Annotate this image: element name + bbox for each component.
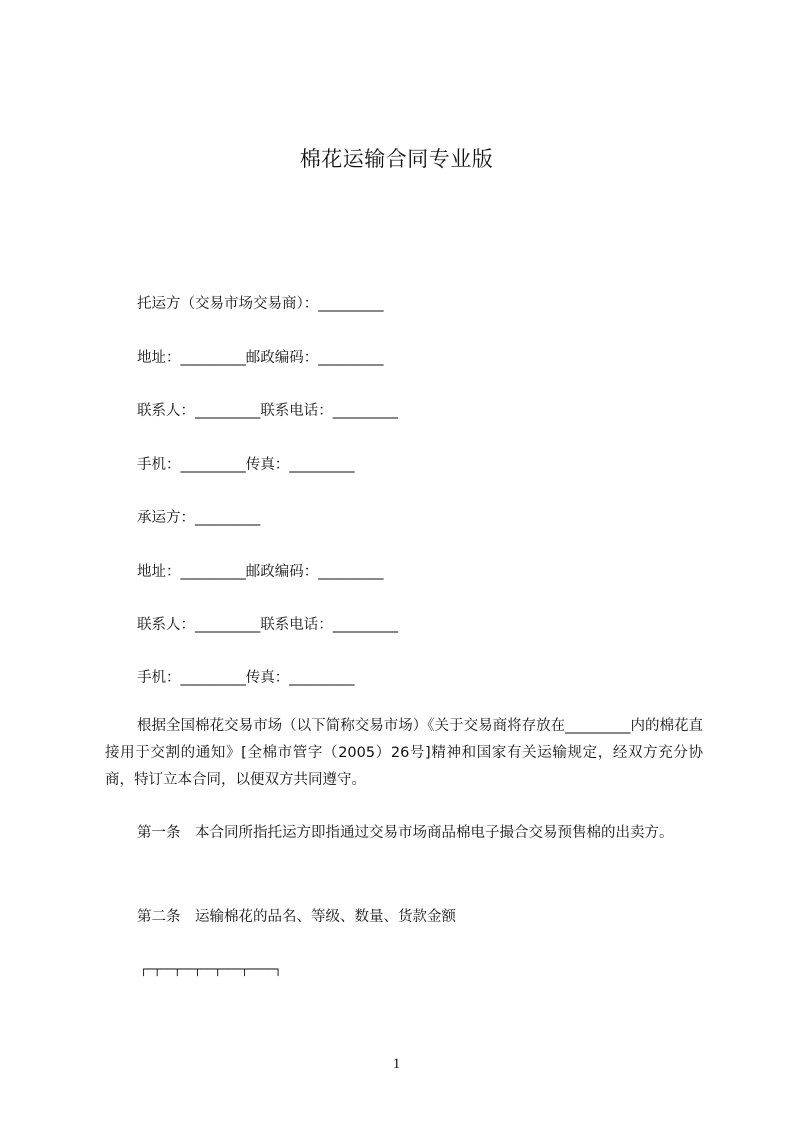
shipper-contact-line: 联系人：_________联系电话：_________ [137, 403, 398, 419]
carrier-mobile-line: 手机：_________传真：_________ [137, 670, 355, 686]
carrier-contact-line: 联系人：_________联系电话：_________ [137, 617, 398, 633]
shipper-line: 托运方（交易市场交易商）：_________ [137, 296, 384, 312]
shipper-address-line: 地址：_________邮政编码：_________ [137, 350, 384, 366]
preamble-paragraph: 根据全国棉花交易市场（以下简称交易市场）《关于交易商将存放在_________内的棉花直接用于交割的通知》[全棉市管字（2005）26号]精神和国家有关运输规定，经双方充分协商，特订立本合同，以便双方共同遵守。 [105, 718, 703, 788]
shipper-mobile-line: 手机：_________传真：_________ [137, 457, 355, 473]
article-2-heading: 第二条 运输棉花的品名、等级、数量、货款金额 [137, 909, 456, 925]
article-1-paragraph: 第一条 本合同所指托运方即指通过交易市场商品棉电子撮合交易预售棉的出卖方。 [137, 825, 674, 841]
carrier-address-line: 地址：_________邮政编码：_________ [137, 564, 384, 580]
carrier-line: 承运方：_________ [137, 510, 261, 526]
document-title: 棉花运输合同专业版 [299, 147, 494, 171]
page-number: 1 [392, 1056, 401, 1072]
table-top-border: ┌─┬──┬──┬──┬───┬────┐ [140, 962, 282, 976]
